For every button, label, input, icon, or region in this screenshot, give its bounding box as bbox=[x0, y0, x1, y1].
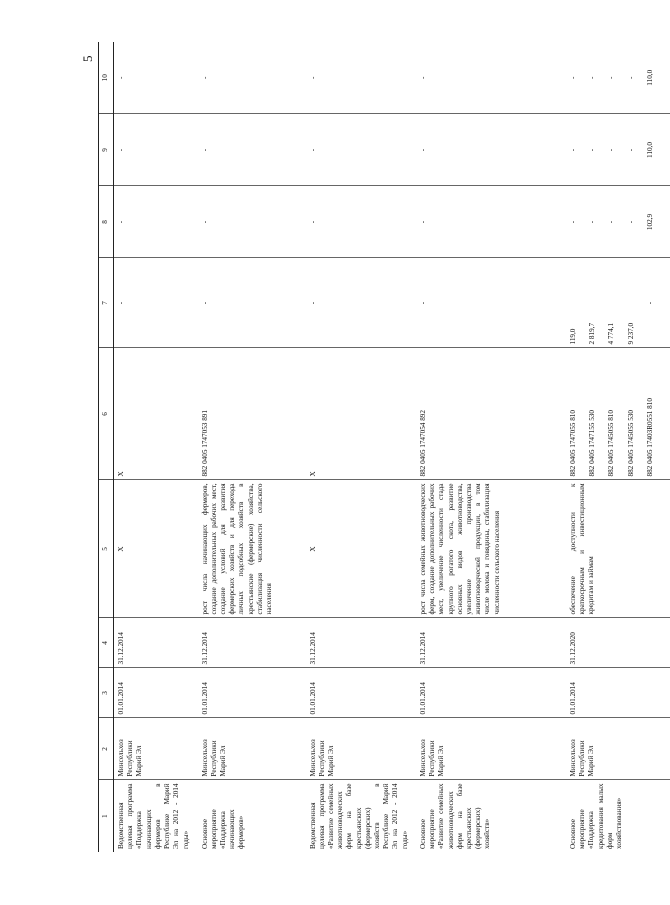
responsible-executor: Минсельхоз Республики Марий Эл bbox=[306, 718, 416, 780]
cell-value: - bbox=[418, 148, 427, 152]
cell-value: - bbox=[418, 301, 427, 305]
cell-value: - bbox=[568, 148, 577, 152]
cell-value: - bbox=[588, 148, 597, 152]
column-header: 9 bbox=[99, 114, 114, 186]
program-name: Ведомственная целевая программа «Развитие семейных животноводческих ферм на базе крестьянских (фермерских) хозяйств в Республике Марий Эл на 2012 - 2014 годы» bbox=[308, 783, 409, 849]
value-2015 bbox=[306, 186, 416, 258]
cell-value: 102,9 bbox=[645, 213, 654, 231]
column-header: 5 bbox=[99, 480, 114, 618]
budget-code-line: 882 0405 1745055 530 bbox=[626, 410, 635, 477]
table-row bbox=[114, 42, 198, 852]
budget-code bbox=[114, 348, 198, 480]
value-2015 bbox=[114, 186, 198, 258]
budget-code-line: 882 0405 1747155 530 bbox=[588, 410, 597, 477]
value-2014 bbox=[566, 258, 670, 348]
cell-value: - bbox=[200, 76, 209, 79]
rotated-page bbox=[98, 69, 654, 852]
budget-code-line: 882 0405 1747055 810 bbox=[568, 410, 577, 477]
end-date: 31.12.2014 bbox=[114, 618, 198, 668]
cell-value: - bbox=[607, 76, 616, 79]
expected-result: рост числа семейных животноводческих ферм, создание дополнительных рабочих мест, увеличение численности стада крупного рогатого скота, развитие основных видов животноводства, увеличение производства животноводческой продукции, в том числе молока и говядины, стабилизация численности сельского населения bbox=[416, 480, 566, 618]
cell-value: - bbox=[607, 220, 616, 224]
end-date: 31.12.2020 bbox=[566, 618, 670, 668]
table-row bbox=[566, 42, 670, 852]
budget-code-line: X bbox=[117, 471, 125, 477]
cell-value: - bbox=[308, 76, 317, 79]
cell-value: - bbox=[568, 220, 577, 224]
responsible-executor: Минсельхоз Республики Марий Эл bbox=[198, 718, 306, 780]
program-name: Основное мероприятие «Поддержка начинающих фермеров» bbox=[200, 809, 246, 849]
responsible-executor: Минсельхоз Республики Марий Эл bbox=[566, 718, 670, 780]
budget-code bbox=[306, 348, 416, 480]
value-2016 bbox=[416, 114, 566, 186]
cell-value: 4 774,1 bbox=[607, 322, 616, 345]
value-2014 bbox=[306, 258, 416, 348]
column-header: 7 bbox=[99, 258, 114, 348]
program-name: Основное мероприятие «Поддержка кредитования малых форм хозяйствования» bbox=[568, 783, 623, 849]
expected-result: X bbox=[306, 480, 416, 618]
value-2016 bbox=[566, 114, 670, 186]
value-2017 bbox=[306, 42, 416, 114]
header-row bbox=[99, 42, 114, 852]
cell-value: 110,0 bbox=[645, 69, 654, 86]
start-date: 01.01.2014 bbox=[114, 668, 198, 718]
program-name: Основное мероприятие «Развитие семейных животноводческих ферм на базе крестьянских (фермерских) хозяйств» bbox=[418, 783, 492, 849]
expected-result: X bbox=[114, 480, 198, 618]
table-row bbox=[416, 42, 566, 852]
value-2017 bbox=[114, 42, 198, 114]
budget-code bbox=[416, 348, 566, 480]
end-date: 31.12.2014 bbox=[306, 618, 416, 668]
cell-value: 2 819,7 bbox=[588, 322, 597, 345]
cell-value: - bbox=[200, 220, 209, 224]
responsible-executor: Минсельхоз Республики Марий Эл bbox=[416, 718, 566, 780]
column-header: 8 bbox=[99, 186, 114, 258]
cell-value: - bbox=[308, 301, 317, 305]
responsible-executor: Минсельхоз Республики Марий Эл bbox=[114, 718, 198, 780]
cell-value: 119,0 bbox=[568, 328, 577, 345]
value-2015 bbox=[198, 186, 306, 258]
value-2014 bbox=[416, 258, 566, 348]
cell-value: - bbox=[200, 148, 209, 152]
value-2016 bbox=[306, 114, 416, 186]
value-2015 bbox=[416, 186, 566, 258]
table-row bbox=[306, 42, 416, 852]
start-date: 01.01.2014 bbox=[198, 668, 306, 718]
cell-value: - bbox=[418, 76, 427, 79]
budget-code bbox=[198, 348, 306, 480]
program-name: Ведомственная целевая программа «Поддержка начинающих фермеров в Республике Марий Эл на 2012 - 2014 годы» bbox=[117, 783, 190, 849]
cell-value: - bbox=[117, 220, 125, 224]
end-date: 31.12.2014 bbox=[416, 618, 566, 668]
budget-code bbox=[566, 348, 670, 480]
column-header: 3 bbox=[99, 668, 114, 718]
cell-value: - bbox=[645, 301, 654, 305]
value-2015 bbox=[566, 186, 670, 258]
cell-value: - bbox=[626, 148, 635, 152]
budget-code-line: 882 0405 1745055 810 bbox=[607, 410, 616, 477]
start-date: 01.01.2014 bbox=[416, 668, 566, 718]
cell-value: - bbox=[588, 76, 597, 79]
cell-value: - bbox=[626, 76, 635, 79]
cell-value: - bbox=[308, 220, 317, 224]
budget-code-line: 882 0405 17403R0551 810 bbox=[645, 398, 654, 477]
column-header: 2 bbox=[99, 718, 114, 780]
value-2016 bbox=[198, 114, 306, 186]
cell-value: - bbox=[607, 148, 616, 152]
value-2017 bbox=[566, 42, 670, 114]
cell-value: 110,0 bbox=[645, 142, 654, 158]
start-date: 01.01.2014 bbox=[566, 668, 670, 718]
cell-value: - bbox=[117, 301, 125, 305]
value-2017 bbox=[198, 42, 306, 114]
expected-result: рост числа начинающих фермеров, создание дополнительных рабочих мест, создание условий для развития фермерских хозяйств и для перехода личных подсобных хозяйств в крестьянские (фермерские) хозяйства, стабилизация численности сельского населения bbox=[198, 480, 306, 618]
value-2014 bbox=[114, 258, 198, 348]
column-header: 1 bbox=[99, 780, 114, 852]
cell-value: - bbox=[626, 220, 635, 224]
cell-value: 9 237,0 bbox=[626, 322, 635, 345]
column-header: 4 bbox=[99, 618, 114, 668]
value-2016 bbox=[114, 114, 198, 186]
value-2014 bbox=[198, 258, 306, 348]
column-header: 6 bbox=[99, 348, 114, 480]
expected-result: обеспечение доступности к краткосрочным и инвестиционным кредитам и займам bbox=[566, 480, 670, 618]
program-table bbox=[98, 42, 670, 852]
column-header: 10 bbox=[99, 42, 114, 114]
cell-value: - bbox=[117, 76, 125, 79]
budget-code-line: X bbox=[308, 471, 317, 477]
value-2017 bbox=[416, 42, 566, 114]
cell-value: - bbox=[568, 76, 577, 79]
cell-value: - bbox=[308, 148, 317, 152]
start-date: 01.01.2014 bbox=[306, 668, 416, 718]
budget-code-line: 882 0405 1747054 892 bbox=[418, 410, 427, 477]
table-row bbox=[198, 42, 306, 852]
cell-value: - bbox=[200, 301, 209, 305]
cell-value: - bbox=[588, 220, 597, 224]
cell-value: - bbox=[418, 220, 427, 224]
page-number: 5 bbox=[80, 55, 95, 62]
cell-value: - bbox=[117, 148, 125, 152]
end-date: 31.12.2014 bbox=[198, 618, 306, 668]
budget-code-line: 882 0405 1747053 891 bbox=[200, 410, 209, 477]
